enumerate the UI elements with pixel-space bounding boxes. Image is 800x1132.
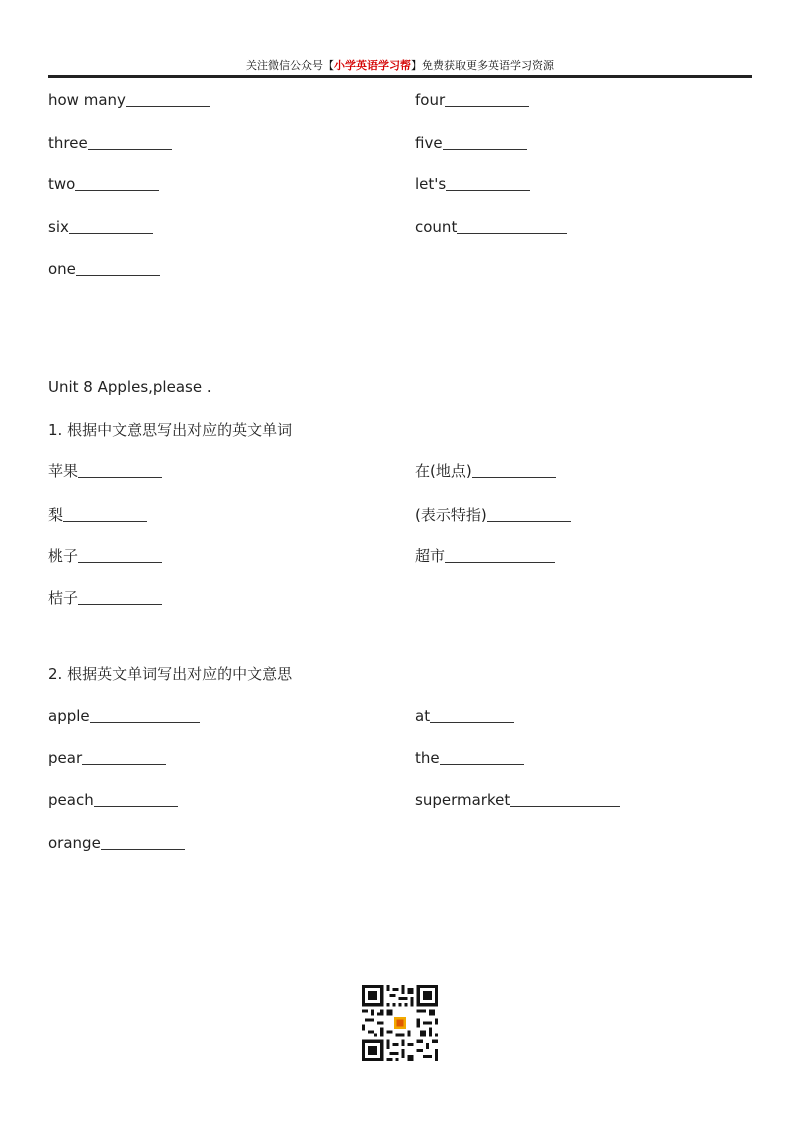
answer-blank[interactable]: [78, 603, 162, 605]
word-label: 桔子: [48, 589, 79, 607]
header-prefix: 关注微信公众号【: [246, 59, 334, 72]
answer-blank[interactable]: [446, 189, 530, 191]
word-label: how many: [48, 91, 126, 109]
word-label: 在(地点): [415, 462, 472, 480]
header-suffix: 】免费获取更多英语学习资源: [411, 59, 554, 72]
word-label: 苹果: [48, 462, 79, 480]
answer-blank[interactable]: [472, 476, 556, 478]
word-label: the: [415, 749, 440, 767]
answer-blank[interactable]: [75, 189, 159, 191]
word-label: at: [415, 707, 431, 725]
word-label: five: [415, 134, 443, 152]
answer-blank[interactable]: [78, 476, 162, 478]
answer-blank[interactable]: [487, 520, 571, 522]
word-label: count: [415, 218, 458, 236]
answer-blank[interactable]: [90, 721, 200, 723]
word-blank-pear-cn: [48, 505, 147, 525]
answer-blank[interactable]: [457, 232, 567, 234]
word-label: peach: [48, 791, 94, 809]
word-label: 梨: [48, 506, 64, 524]
word-blank-apple-cn: [48, 461, 162, 481]
word-label: three: [48, 134, 88, 152]
word-blank-one: [48, 259, 160, 279]
word-label: six: [48, 218, 69, 236]
word-blank-supermarket-en: [415, 790, 620, 810]
word-blank-three: [48, 133, 172, 153]
word-label: two: [48, 175, 76, 193]
word-label: pear: [48, 749, 83, 767]
answer-blank[interactable]: [63, 520, 147, 522]
header-brand: 小学英语学习帮: [334, 59, 411, 72]
word-blank-lets: [415, 174, 530, 194]
word-label: four: [415, 91, 446, 109]
word-blank-how-many: [48, 90, 210, 110]
word-blank-pear-en: [48, 748, 166, 768]
answer-blank[interactable]: [510, 805, 620, 807]
header-rule: [48, 75, 752, 78]
word-blank-orange-en: [48, 833, 185, 853]
answer-blank[interactable]: [443, 148, 527, 150]
answer-blank[interactable]: [445, 105, 529, 107]
word-blank-six: [48, 217, 153, 237]
answer-blank[interactable]: [69, 232, 153, 234]
part1-heading: 1. 根据中文意思写出对应的英文单词: [48, 421, 293, 439]
word-blank-supermarket-cn: [415, 546, 555, 566]
qr-code-icon: [362, 985, 438, 1061]
word-blank-apple-en: [48, 706, 200, 726]
answer-blank[interactable]: [440, 763, 524, 765]
word-label: 超市: [415, 547, 446, 565]
answer-blank[interactable]: [82, 763, 166, 765]
word-label: apple: [48, 707, 90, 725]
word-blank-at-en: [415, 706, 514, 726]
answer-blank[interactable]: [101, 848, 185, 850]
word-blank-four: [415, 90, 529, 110]
word-label: let's: [415, 175, 447, 193]
word-blank-peach-en: [48, 790, 178, 810]
answer-blank[interactable]: [88, 148, 172, 150]
word-blank-peach-cn: [48, 546, 162, 566]
word-label: one: [48, 260, 76, 278]
word-blank-at-cn: [415, 461, 556, 481]
word-blank-orange-cn: [48, 588, 162, 608]
word-label: 桃子: [48, 547, 79, 565]
part2-heading: 2. 根据英文单词写出对应的中文意思: [48, 665, 293, 683]
word-label: orange: [48, 834, 101, 852]
word-blank-the-cn: [415, 505, 571, 525]
answer-blank[interactable]: [94, 805, 178, 807]
word-blank-two: [48, 174, 159, 194]
answer-blank[interactable]: [126, 105, 210, 107]
answer-blank[interactable]: [78, 561, 162, 563]
answer-blank[interactable]: [445, 561, 555, 563]
word-label: (表示特指): [415, 506, 487, 524]
word-label: supermarket: [415, 791, 511, 809]
unit-title: Unit 8 Apples,please .: [48, 378, 212, 396]
answer-blank[interactable]: [430, 721, 514, 723]
word-blank-the-en: [415, 748, 524, 768]
answer-blank[interactable]: [76, 274, 160, 276]
word-blank-count: [415, 217, 567, 237]
word-blank-five: [415, 133, 527, 153]
